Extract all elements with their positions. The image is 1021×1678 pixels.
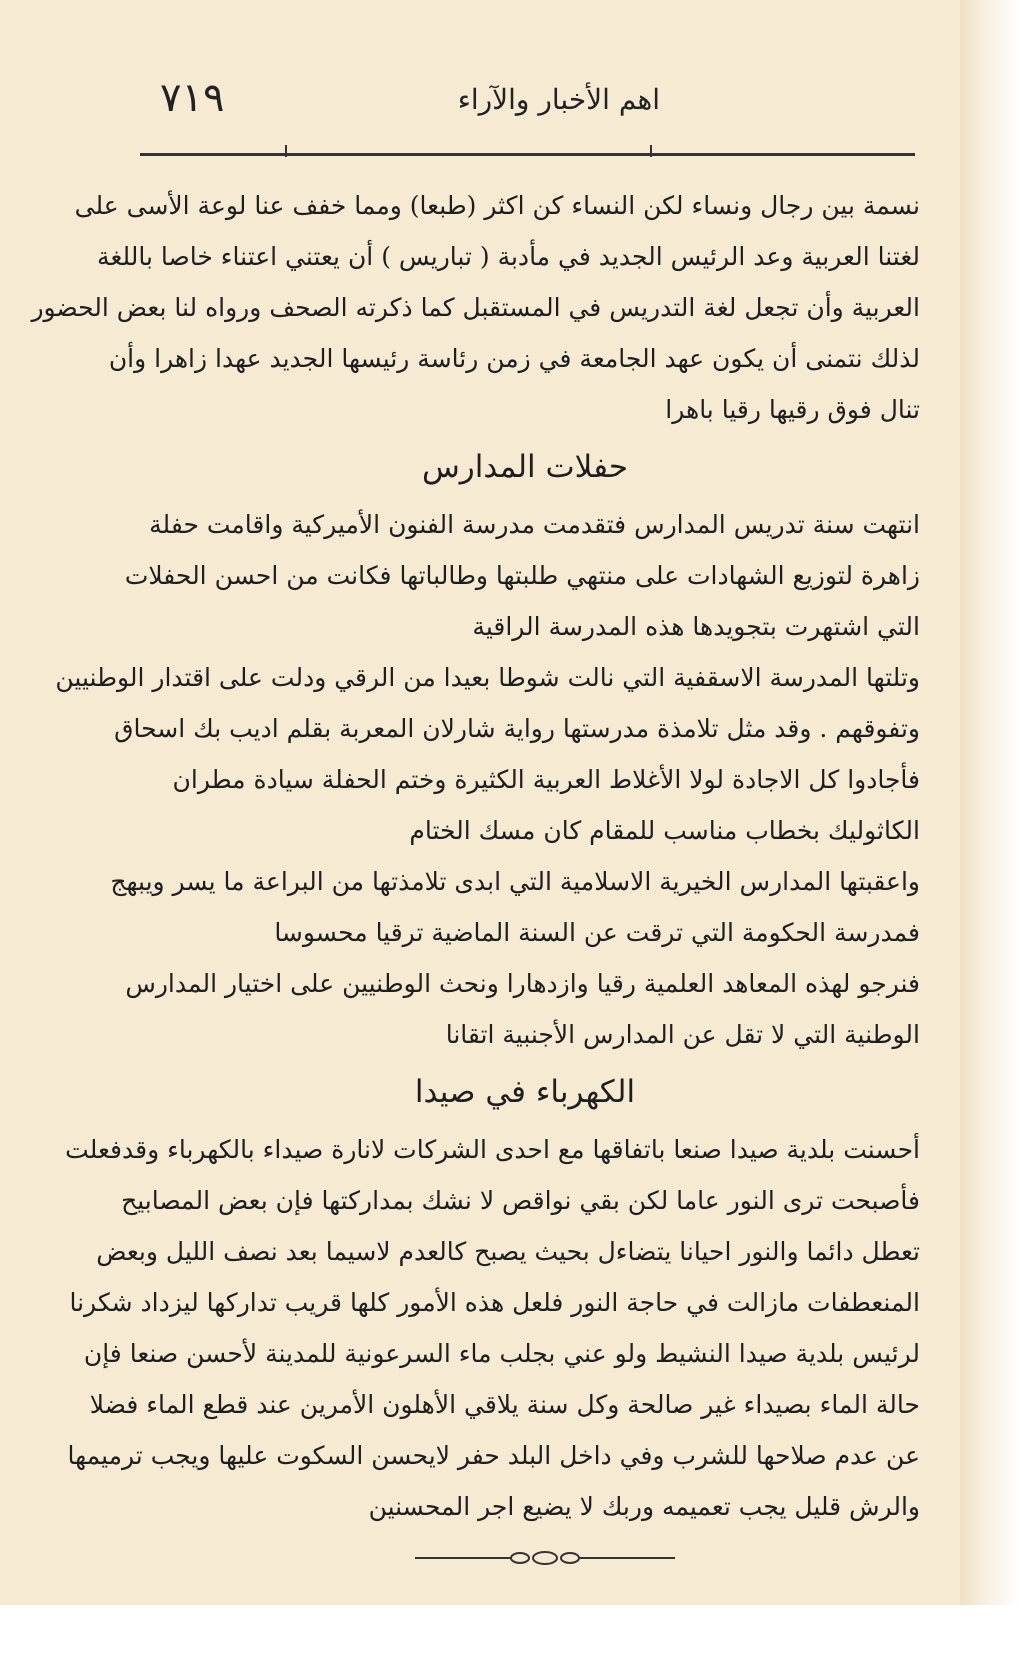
text-line: انتهت سنة تدريس المدارس فتقدمت مدرسة الفنون الأميركية واقامت حفلة xyxy=(149,510,920,539)
text-line: وتلتها المدرسة الاسقفية التي نالت شوطا بعيدا من الرقي ودلت على اقتدار الوطنيين xyxy=(55,663,920,692)
page-number: ٧١٩ xyxy=(160,75,225,121)
text-line: فأجادوا كل الاجادة لولا الأغلاط العربية الكثيرة وختم الحفلة سيادة مطران xyxy=(172,765,920,794)
text-line: العربية وأن تجعل لغة التدريس في المستقبل كما ذكرته الصحف ورواه لنا بعض الحضور xyxy=(31,293,920,322)
text-line: فمدرسة الحكومة التي ترقت عن السنة الماضية ترقيا محسوسا xyxy=(274,918,920,947)
end-ornament-icon xyxy=(415,1548,675,1568)
header-rule-tick xyxy=(650,145,652,157)
header-rule xyxy=(140,153,915,156)
text-line: الوطنية التي لا تقل عن المدارس الأجنبية اتقانا xyxy=(445,1020,920,1049)
text-line: فأصبحت ترى النور عاما لكن بقي نواقص لا نشك بمداركتها فإن بعض المصابيح xyxy=(121,1186,920,1215)
text-line: نسمة بين رجال ونساء لكن النساء كن اكثر (طبعا) ومما خفف عنا لوعة الأسى على xyxy=(74,191,920,220)
text-line: المنعطفات مازالت في حاجة النور فلعل هذه الأمور كلها قريب تداركها ليزداد شكرنا xyxy=(69,1288,920,1317)
text-line: التي اشتهرت بتجويدها هذه المدرسة الراقية xyxy=(472,612,920,641)
text-line: الكاثوليك بخطاب مناسب للمقام كان مسك الختام xyxy=(409,816,920,845)
scan-margin xyxy=(0,1605,1021,1678)
text-line: زاهرة لتوزيع الشهادات على منتهي طلبتها وطالباتها فكانت من احسن الحفلات xyxy=(124,561,920,590)
text-line: لرئيس بلدية صيدا النشيط ولو عني بجلب ماء السرعونية للمدينة لأحسن صنعا فإن xyxy=(83,1339,920,1368)
page-binding-edge xyxy=(960,0,1021,1605)
text-line: لذلك نتمنى أن يكون عهد الجامعة في زمن رئاسة رئيسها الجديد عهدا زاهرا وأن xyxy=(108,344,920,373)
text-line: والرش قليل يجب تعميمه وربك لا يضيع اجر المحسنين xyxy=(368,1492,920,1521)
header-rule-tick xyxy=(285,145,287,157)
section-heading-school-celebrations: حفلات المدارس xyxy=(421,449,629,485)
text-line: واعقبتها المدارس الخيرية الاسلامية التي ابدى تلامذتها من البراعة ما يسر ويبهج xyxy=(110,867,920,896)
article-body xyxy=(31,180,920,1532)
running-head xyxy=(140,75,910,135)
text-line: تعطل دائما والنور احيانا يتضاءل بحيث يصبح كالعدم لاسيما بعد نصف الليل وبعض xyxy=(96,1237,920,1266)
running-title: اهم الأخبار والآراء xyxy=(457,83,660,116)
text-line: تنال فوق رقيها رقيا باهرا xyxy=(665,395,920,424)
text-line: لغتنا العربية وعد الرئيس الجديد في مأدبة ( تباريس ) أن يعتني اعتناء خاصا باللغة xyxy=(97,242,920,271)
section-heading-electricity-in-saida: الكهرباء في صيدا xyxy=(414,1074,636,1110)
text-line: فنرجو لهذه المعاهد العلمية رقيا وازدهارا ونحث الوطنيين على اختيار المدارس xyxy=(125,969,920,998)
text-line: عن عدم صلاحها للشرب وفي داخل البلد حفر لايحسن السكوت عليها ويجب ترميمها xyxy=(67,1441,920,1470)
text-line: وتفوقهم . وقد مثل تلامذة مدرستها رواية شارلان المعربة بقلم اديب بك اسحاق xyxy=(114,714,920,743)
text-line: حالة الماء بصيداء غير صالحة وكل سنة يلاقي الأهلون الأمرين عند قطع الماء فضلا xyxy=(89,1390,920,1419)
text-line: أحسنت بلدية صيدا صنعا باتفاقها مع احدى الشركات لانارة صيداء بالكهرباء وقدفعلت xyxy=(65,1135,920,1164)
